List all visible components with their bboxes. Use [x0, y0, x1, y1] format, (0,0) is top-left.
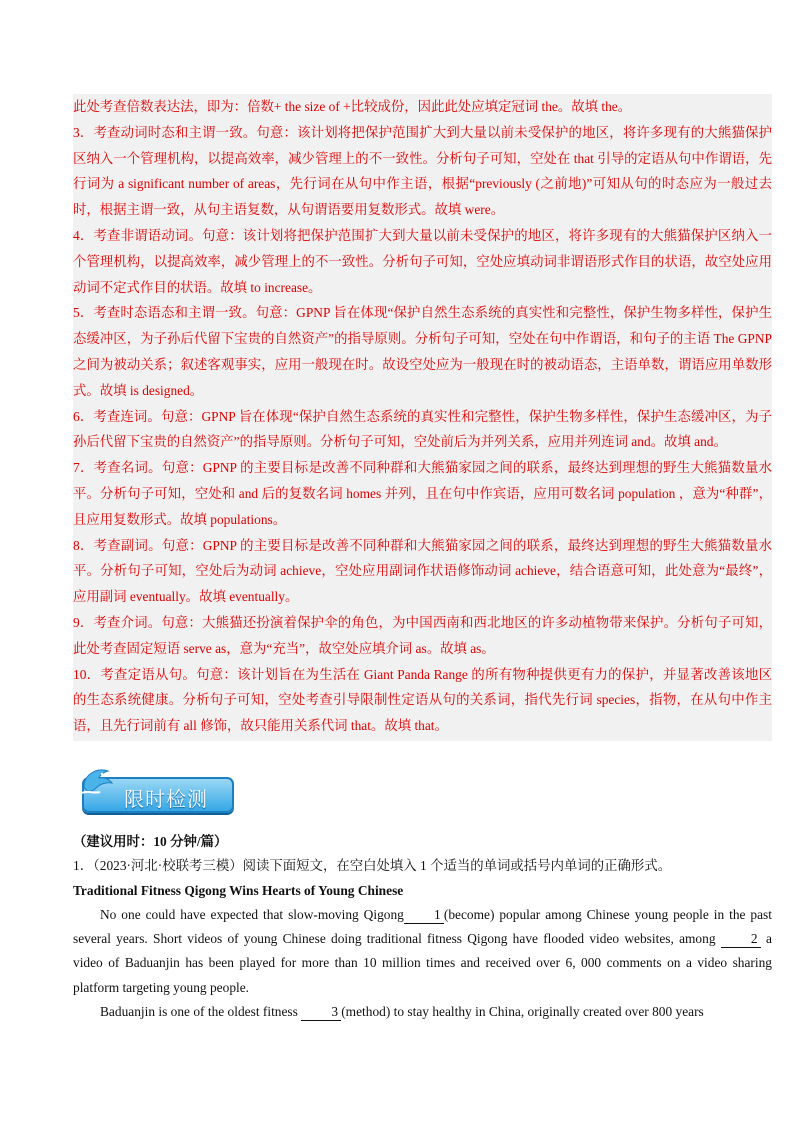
answer-item: 10．考查定语从句。句意：该计划旨在为生活在 Giant Panda Range 的所有物种提供更有力的保护，并显著改善该地区的生态系统健康。分析句子可知，空处考查引导限制性定语从句的关系词，指代先行词 species，指物，在从句中作主语，且先行词前有 all 修饰，故只能用关系代词 that。故填 that。	[73, 666, 772, 734]
answer-item: 此处考查倍数表达法，即为：倍数+ the size of +比较成份，因此此处应填定冠词 the。故填 the。	[73, 99, 632, 114]
time-hint: （建议用时：10 分钟/篇）	[73, 834, 228, 849]
passage-paragraph	[73, 1000, 772, 1024]
answer-item: 9．考查介词。句意：大熊猫还扮演着保护伞的角色，为中国西南和西北地区的许多动植物带来保护。分析句子可知，此处考查固定短语 serve as，意为“充当”，故空处应填介词 as。故填 as。	[73, 614, 772, 656]
blank-3: 3	[301, 1004, 341, 1021]
text-run: (become) popular among Chinese young people in the past several years. Short videos of young Chinese doing traditional fitness Qigong have flooded video websites, among	[73, 906, 772, 947]
blank-1: 1	[404, 907, 444, 924]
answer-item: 6．考查连词。句意：GPNP 旨在体现“保护自然生态系统的真实性和完整性，保护生物多样性，保护生态缓冲区，为子孙后代留下宝贵的自然资产”的指导原则。分析句子可知，空处前后为并列关系，应用并列连词 and。故填 and。	[73, 408, 772, 450]
answer-item: 8．考查副词。句意：GPNP 的主要目标是改善不同种群和大熊猫家园之间的联系，最终达到理想的野生大熊猫数量水平。分析句子可知，空处后为动词 achieve，空处应用副词作状语修饰动词 achieve，结合语意可知，此处意为“最终”，应用副词 eventually。故填 eventually。	[73, 537, 772, 605]
exercise-section	[73, 830, 772, 1024]
answer-item: 3．考查动词时态和主谓一致。句意：该计划将把保护范围扩大到大量以前未受保护的地区，将许多现有的大熊猫保护区纳入一个管理机构，以提高效率，减少管理上的不一致性。分析句子可知，空处在 that 引导的定语从句中作谓语，先行词为 a significant number of areas，先行词在从句中作主语，根据“previously (之前地)”可知从句的时态应为一般过去时，根据主谓一致，从句主语复数，从句谓语要用复数形式。故填 were。	[73, 124, 772, 218]
answer-item: 7．考查名词。句意：GPNP 的主要目标是改善不同种群和大熊猫家园之间的联系，最终达到理想的野生大熊猫数量水平。分析句子可知，空处和 and 后的复数名词 homes 并列，且在句中作宾语，应用可数名词 population ，意为“种群”，且应用复数形式。故填 populations。	[73, 460, 772, 527]
passage-paragraph	[73, 903, 772, 1000]
text-run: a video of Baduanjin has been played for more than 10 million times and received over 6, 000 comments on a video sharing platform targeting young people.	[73, 931, 772, 995]
blank-2: 2	[721, 931, 761, 948]
passage-title: Traditional Fitness Qigong Wins Hearts of Young Chinese	[73, 882, 404, 898]
answer-item: 4．考查非谓语动词。句意：该计划将把保护范围扩大到大量以前未受保护的地区，将许多现有的大熊猫保护区纳入一个管理机构，以提高效率，减少管理上的不一致性。分析句子可知，空处应填动词非谓语形式作目的状语，故空处应用动词不定式作目的状语。故填 to increase。	[73, 227, 772, 295]
answer-item: 5．考查时态语态和主谓一致。句意：GPNP 旨在体现“保护自然生态系统的真实性和完整性，保护生物多样性，保护生态缓冲区，为子孙后代留下宝贵的自然资产”的指导原则。分析句子可知，空处在句中作谓语，和句子的主语 The GPNP 之间为被动关系；叙述客观事实，应用一般现在时。故设空处应为一般现在时的被动语态，主语单数，谓语应用单数形式。故填 is designed。	[73, 305, 772, 398]
text-run: No one could have expected that slow-moving Qigong	[100, 906, 404, 922]
timed-test-badge	[78, 763, 236, 819]
text-run: (method) to stay healthy in China, originally created over 800 years	[341, 1004, 704, 1020]
answer-explanations	[73, 94, 772, 741]
instruction: 1．（2023·河北·校联考三模）阅读下面短文，在空白处填入 1 个适当的单词或括号内单词的正确形式。	[73, 858, 672, 874]
badge-label: 限时检测	[124, 787, 208, 811]
text-run: Baduanjin is one of the oldest fitness	[100, 1004, 298, 1020]
